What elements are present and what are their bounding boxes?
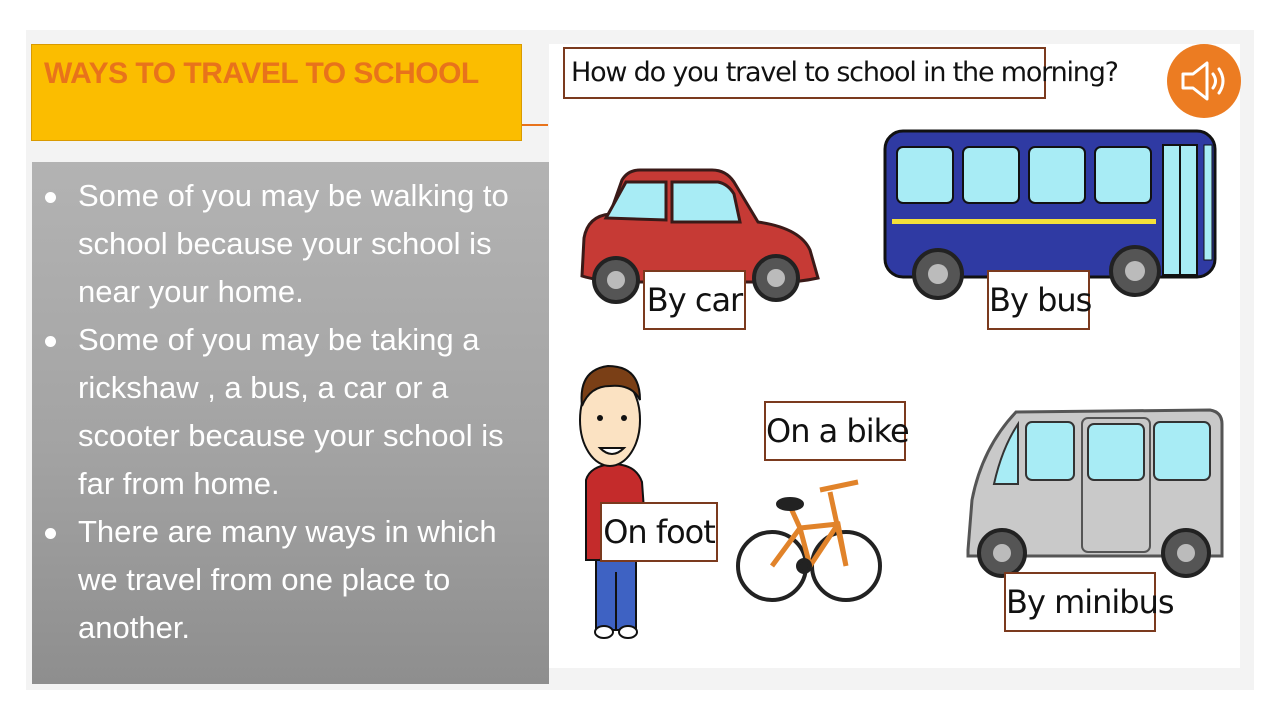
- label-on-a-bike: On a bike: [764, 401, 906, 461]
- minibus-illustration: [968, 410, 1222, 576]
- question-box: [563, 47, 1118, 99]
- label-by-minibus: By minibus: [1004, 572, 1156, 632]
- label-by-car: By car: [643, 270, 746, 330]
- bullet-text: There are many ways in which we travel from one place to another.: [78, 514, 497, 645]
- label-on-foot: On foot: [600, 502, 718, 562]
- bike-illustration: [738, 482, 880, 600]
- bullet-text: Some of you may be walking to school because your school is near your home.: [78, 178, 509, 309]
- bullet-text: Some of you may be taking a rickshaw , a bus, a car or a scooter because your school is far from home.: [78, 322, 504, 501]
- speaker-icon: [1167, 44, 1241, 118]
- question-text: How do you travel to school in the morning?: [571, 57, 1118, 88]
- label-by-bus: By bus: [987, 270, 1090, 330]
- slide-title: WAYS TO TRAVEL TO SCHOOL: [44, 57, 479, 90]
- audio-button[interactable]: [1167, 44, 1241, 118]
